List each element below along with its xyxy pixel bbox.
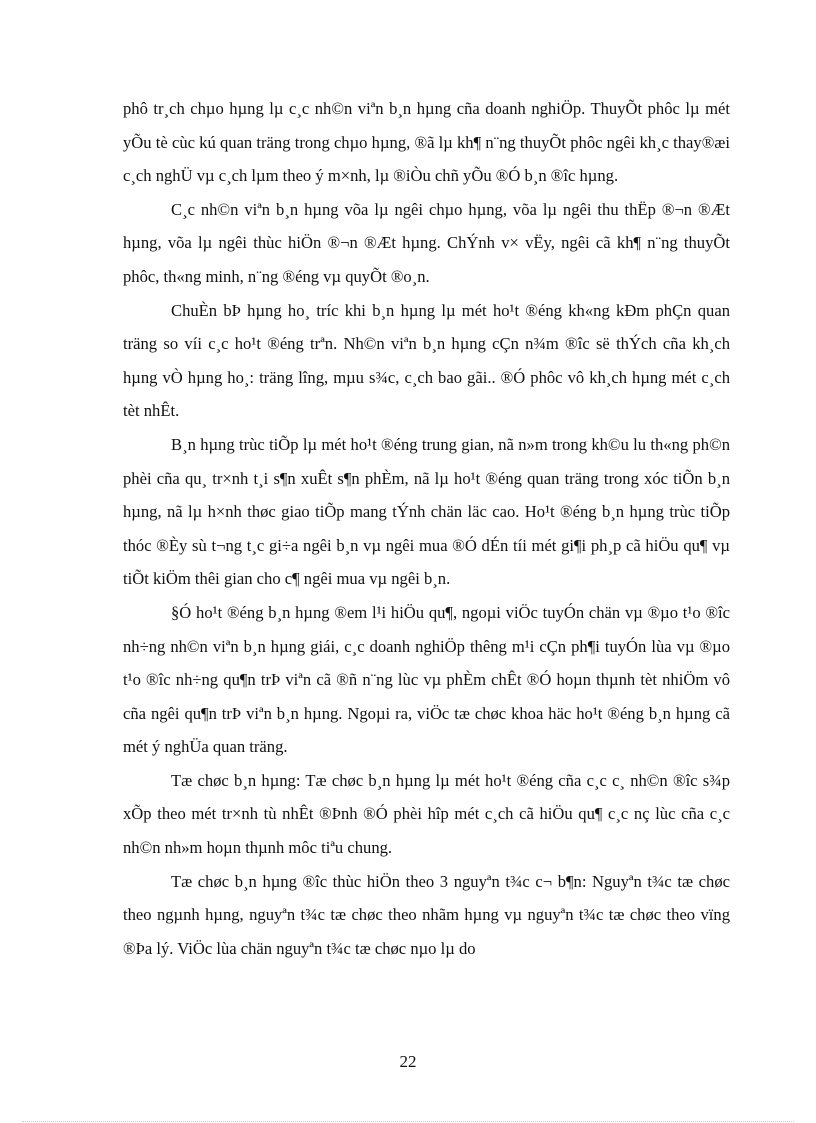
paragraph-6: Tæ chøc b¸n hµng: Tæ chøc b¸n hµng lµ mét ho¹t ®éng cña c¸c c¸ nh©n ®îc s¾p xÕp theo mét tr×nh tù nhÊt ®Þnh ®Ó phèi hîp mét c¸ch cã hiÖu qu¶ c¸c nç lùc cña c¸c nh©n nh»m hoµn thµnh môc tiªu chung. xyxy=(123,770,730,858)
paragraph-1: phô tr¸ch chµo hµng lµ c¸c nh©n viªn b¸n hµng cña doanh nghiÖp. ThuyÕt phôc lµ mét yÕu tè cùc kú quan träng trong chµo hµng, ®ã lµ kh¶ n¨ng thuyÕt phôc ngêi kh¸c thay®æi c¸ch nghÜ vµ c¸ch lµm theo ý m×nh, lµ ®iÒu chñ yÕu ®Ó b¸n ®îc hµng. xyxy=(123,99,730,186)
paragraph-4: B¸n hµng trùc tiÕp lµ mét ho¹t ®éng trung gian, nã n»m trong kh©u lu th«ng ph©n phèi cña qu¸ tr×nh t¸i s¶n xuÊt s¶n phÈm, nã lµ ho¹t ®éng quan träng trong xóc tiÕn b¸n hµng, nã lµ h×nh thøc giao tiÕp mang tÝnh chän läc cao. Ho¹t ®éng b¸n hµng trùc tiÕp thóc ®Èy sù t¬ng t¸c gi÷a ngêi b¸n vµ ngêi mua ®Ó dÉn tíi mét gi¶i ph¸p cã hiÖu qu¶ vµ tiÕt kiÖm thêi gian cho c¶ ngêi mua vµ ngêi b¸n. xyxy=(123,434,730,589)
paragraph-3: ChuÈn bÞ hµng ho¸ tríc khi b¸n hµng lµ mét ho¹t ®éng kh«ng kÐm phÇn quan träng so víi c¸c ho¹t ®éng trªn. Nh©n viªn b¸n hµng cÇn n¾m ®îc së thÝch cña kh¸ch hµng vÒ hµng ho¸: träng lîng, mµu s¾c, c¸ch bao gãi.. ®Ó phôc vô kh¸ch hµng mét c¸ch tèt nhÊt. xyxy=(123,300,730,421)
paragraph-7: Tæ chøc b¸n hµng ®îc thùc hiÖn theo 3 nguyªn t¾c c¬ b¶n: Nguyªn t¾c tæ chøc theo ngµnh hµng, nguyªn t¾c tæ chøc theo nhãm hµng vµ nguyªn t¾c tæ chøc theo vïng ®Þa lý. ViÖc lùa chän nguyªn t¾c tæ chøc nµo lµ do xyxy=(123,871,730,958)
paragraph-2: C¸c nh©n viªn b¸n hµng võa lµ ngêi chµo hµng, võa lµ ngêi thu thËp ®¬n ®Æt hµng, võa lµ ngêi thùc hiÖn ®¬n ®Æt hµng. ChÝnh v× vËy, ngêi cã kh¶ n¨ng thuyÕt phôc, th«ng minh, n¨ng ®éng vµ quyÕt ®o¸n. xyxy=(123,199,730,286)
page-bottom-divider xyxy=(22,1121,794,1122)
page-number: 22 xyxy=(399,1052,417,1071)
paragraph-5: §Ó ho¹t ®éng b¸n hµng ®em l¹i hiÖu qu¶, ngoµi viÖc tuyÓn chän vµ ®µo t¹o ®îc nh÷ng nh©n viªn b¸n hµng giái, c¸c doanh nghiÖp thêng m¹i cÇn ph¶i tuyÓn lùa vµ ®µo t¹o ®îc nh÷ng qu¶n trÞ viªn cã ®ñ n¨ng lùc vµ phÈm chÊt ®Ó hoµn thµnh tèt nhiÖm vô cña ngêi qu¶n trÞ viªn b¸n hµng. Ngoµi ra, viÖc tæ chøc khoa häc ho¹t ®éng b¸n hµng cã mét ý nghÜa quan träng. xyxy=(123,602,730,757)
page-body xyxy=(123,92,730,965)
